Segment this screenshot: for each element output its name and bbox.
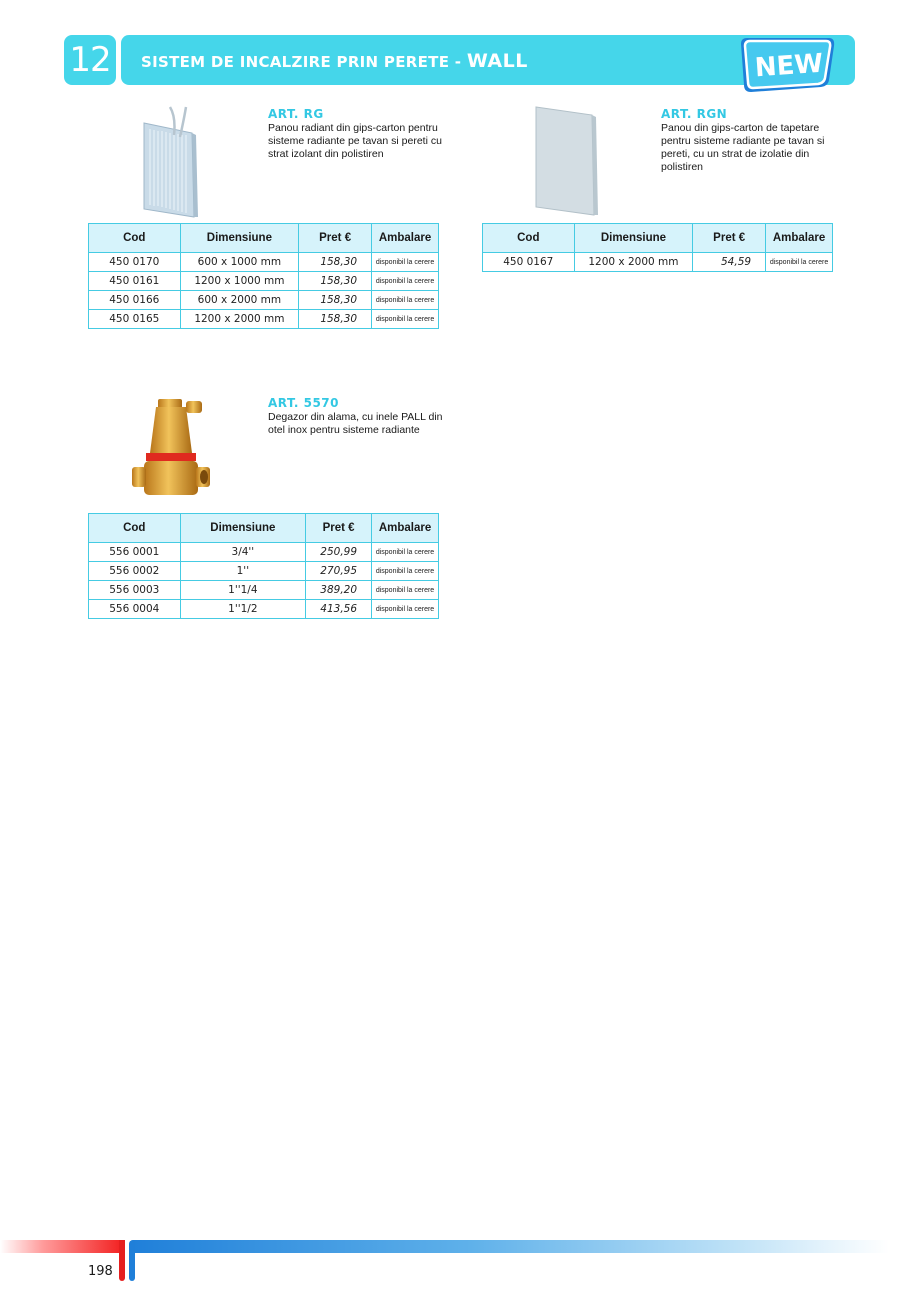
column-header-dimensiune: Dimensiune xyxy=(180,514,306,543)
table-row xyxy=(89,600,439,619)
cell-dimensiune: 1'' xyxy=(180,562,306,581)
cell-ambalare: disponibil la cerere xyxy=(372,543,439,562)
column-header-cod: Cod xyxy=(483,224,575,253)
cell-pret: 270,95 xyxy=(306,562,372,581)
cell-cod: 450 0165 xyxy=(89,310,181,329)
cell-dimensiune: 1''1/4 xyxy=(180,581,306,600)
cell-ambalare: disponibil la cerere xyxy=(372,581,439,600)
section-title-main: SISTEM DE INCALZIRE PRIN PERETE - xyxy=(141,53,467,71)
column-header-dimensiune: Dimensiune xyxy=(574,224,693,253)
section-title xyxy=(141,50,528,72)
new-badge-text: NEW xyxy=(753,48,825,84)
cell-cod: 556 0004 xyxy=(89,600,181,619)
product-5570-description: Degazor din alama, cu inele PALL din otel inox pentru sisteme radiante xyxy=(268,411,443,436)
chapter-number-box xyxy=(64,35,116,85)
cell-ambalare: disponibil la cerere xyxy=(372,272,439,291)
table-row xyxy=(89,562,439,581)
gypsum-panel-rgn-image xyxy=(528,103,603,218)
table-header-row xyxy=(89,224,439,253)
product-rgn-description: Panou din gips-carton de tapetare pentru sisteme radiante pe tavan si pereti, cu un strat de izolatie din polistiren xyxy=(661,122,825,173)
new-badge xyxy=(737,34,837,94)
cell-pret: 413,56 xyxy=(306,600,372,619)
table-row xyxy=(483,253,833,272)
cell-dimensiune: 1''1/2 xyxy=(180,600,306,619)
cell-cod: 556 0003 xyxy=(89,581,181,600)
cell-ambalare: disponibil la cerere xyxy=(372,310,439,329)
radiant-panel-rg-image xyxy=(130,105,210,220)
page-number: 198 xyxy=(88,1264,113,1279)
cell-cod: 556 0001 xyxy=(89,543,181,562)
chapter-number: 12 xyxy=(69,40,111,80)
cell-dimensiune: 1200 x 2000 mm xyxy=(574,253,693,272)
cell-ambalare: disponibil la cerere xyxy=(372,253,439,272)
footer-blue-stripe xyxy=(129,1240,889,1253)
column-header-cod: Cod xyxy=(89,224,181,253)
table-row xyxy=(89,291,439,310)
product-rg-title: ART. RG xyxy=(268,107,324,121)
footer-red-stripe xyxy=(0,1240,124,1253)
cell-dimensiune: 600 x 1000 mm xyxy=(180,253,299,272)
cell-ambalare: disponibil la cerere xyxy=(372,291,439,310)
cell-cod: 450 0166 xyxy=(89,291,181,310)
column-header-pret: Pret € xyxy=(306,514,372,543)
column-header-ambalare: Ambalare xyxy=(372,514,439,543)
cell-pret: 158,30 xyxy=(299,310,372,329)
table-row xyxy=(89,272,439,291)
table-row xyxy=(89,310,439,329)
table-row xyxy=(89,253,439,272)
cell-ambalare: disponibil la cerere xyxy=(766,253,833,272)
cell-pret: 158,30 xyxy=(299,272,372,291)
table-row xyxy=(89,543,439,562)
table-header-row xyxy=(89,514,439,543)
product-rg-description: Panou radiant din gips-carton pentru sisteme radiante pe tavan si pereti cu strat izolant din polistiren xyxy=(268,122,442,160)
column-header-ambalare: Ambalare xyxy=(372,224,439,253)
product-5570-title: ART. 5570 xyxy=(268,396,339,410)
product-rgn-title: ART. RGN xyxy=(661,107,728,121)
cell-pret: 158,30 xyxy=(299,291,372,310)
column-header-pret: Pret € xyxy=(693,224,766,253)
cell-dimensiune: 3/4'' xyxy=(180,543,306,562)
section-title-accent: WALL xyxy=(466,50,528,72)
cell-cod: 450 0161 xyxy=(89,272,181,291)
column-header-pret: Pret € xyxy=(299,224,372,253)
column-header-ambalare: Ambalare xyxy=(766,224,833,253)
brass-degasser-5570-image xyxy=(128,393,213,503)
product-rg-table xyxy=(88,223,439,329)
cell-pret: 389,20 xyxy=(306,581,372,600)
cell-dimensiune: 1200 x 1000 mm xyxy=(180,272,299,291)
cell-pret: 158,30 xyxy=(299,253,372,272)
cell-pret: 54,59 xyxy=(693,253,766,272)
cell-cod: 556 0002 xyxy=(89,562,181,581)
cell-dimensiune: 600 x 2000 mm xyxy=(180,291,299,310)
cell-dimensiune: 1200 x 2000 mm xyxy=(180,310,299,329)
cell-ambalare: disponibil la cerere xyxy=(372,562,439,581)
table-header-row xyxy=(483,224,833,253)
cell-cod: 450 0167 xyxy=(483,253,575,272)
cell-pret: 250,99 xyxy=(306,543,372,562)
cell-ambalare: disponibil la cerere xyxy=(372,600,439,619)
table-row xyxy=(89,581,439,600)
cell-cod: 450 0170 xyxy=(89,253,181,272)
product-5570-table xyxy=(88,513,439,619)
footer-red-pipe xyxy=(119,1240,125,1281)
product-rgn-table xyxy=(482,223,833,272)
column-header-cod: Cod xyxy=(89,514,181,543)
footer-blue-pipe xyxy=(129,1240,135,1281)
column-header-dimensiune: Dimensiune xyxy=(180,224,299,253)
